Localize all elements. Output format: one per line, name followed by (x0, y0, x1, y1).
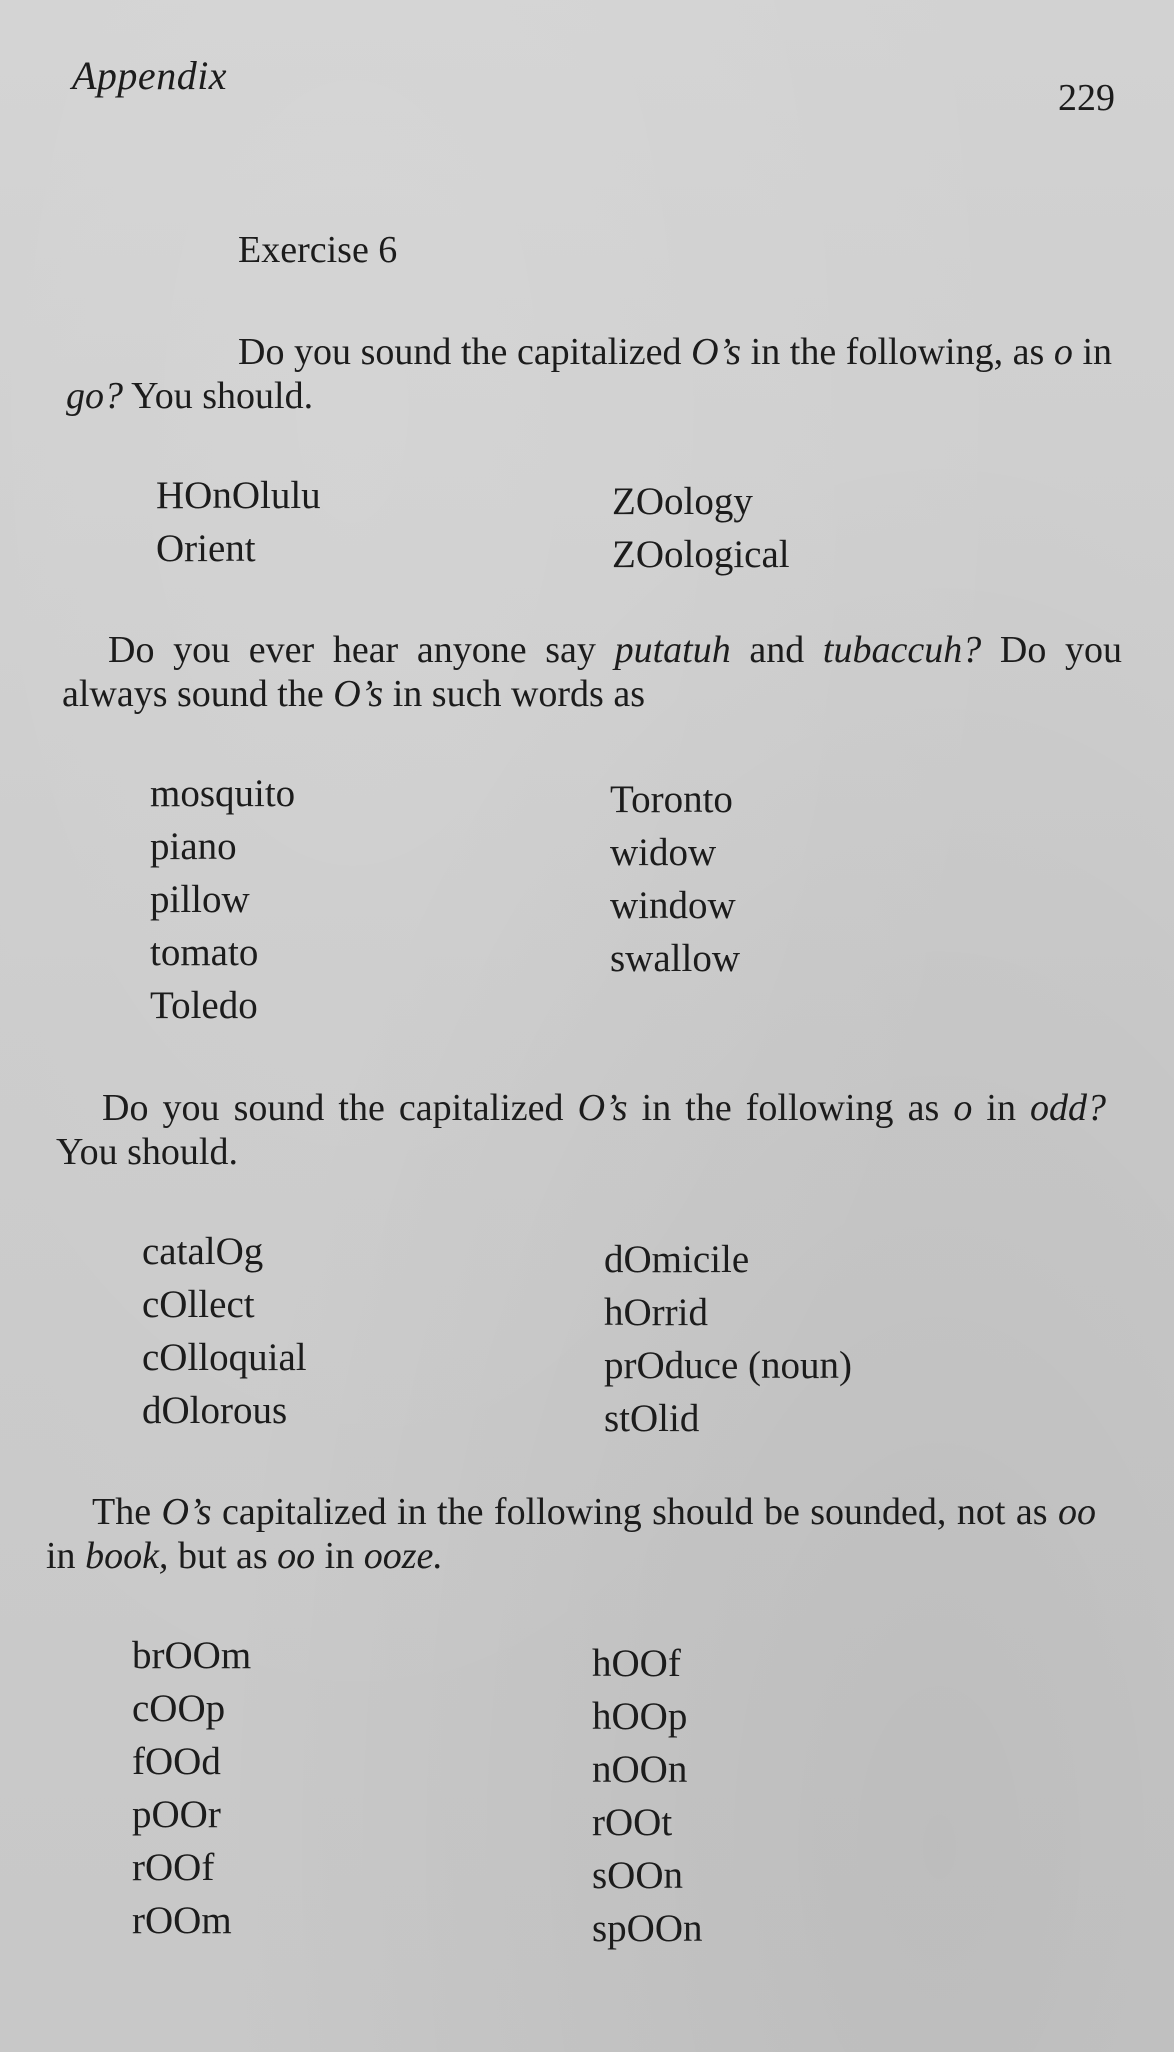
word-list-item: dOmicile (604, 1238, 750, 1281)
page-number: 229 (1058, 77, 1115, 119)
word-list-item: hOrrid (604, 1291, 708, 1334)
word-list-item: prOduce (noun) (604, 1344, 852, 1387)
word-list-item: pillow (150, 878, 250, 921)
word-list-item: stOlid (604, 1397, 700, 1440)
word-list-item: ZOology (612, 480, 753, 523)
word-list-item: piano (150, 825, 237, 868)
word-list-item: nOOn (592, 1748, 688, 1791)
word-list-item: Orient (156, 527, 256, 570)
word-list-item: Toronto (610, 778, 733, 821)
running-head: Appendix (72, 53, 228, 98)
word-list-item: cOllect (142, 1283, 255, 1326)
exercise-title: Exercise 6 (238, 229, 398, 271)
section-1-intro: Do you sound the capitalized O’s in the following, as o in go? You should. (66, 331, 1113, 417)
section-4-intro: The O’s capitalized in the following should be sounded, not as oo in book, but as oo in ooze. (46, 1491, 1097, 1577)
word-list-item: hOOf (592, 1642, 681, 1685)
word-list-item: mosquito (150, 772, 296, 815)
word-list-item: rOOf (132, 1846, 215, 1889)
word-list-item: catalOg (142, 1230, 264, 1273)
word-list-item: Toledo (150, 984, 258, 1027)
word-list-item: spOOn (592, 1907, 703, 1950)
section-2-intro: Do you ever hear anyone say putatuh and tubaccuh? Do you always sound the O’s in such words as (62, 629, 1122, 715)
word-list-item: window (610, 884, 736, 927)
word-list-item: widow (610, 831, 717, 874)
word-list-item: hOOp (592, 1695, 688, 1738)
word-list-item: pOOr (132, 1793, 221, 1836)
word-list-item: fOOd (132, 1740, 221, 1783)
word-list-item: HOnOlulu (156, 474, 321, 517)
word-list-item: cOOp (132, 1687, 226, 1730)
section-3-intro: Do you sound the capitalized O’s in the following as o in odd? You should. (56, 1087, 1107, 1173)
word-list-item: brOOm (132, 1634, 252, 1677)
word-list-item: tomato (150, 931, 259, 974)
word-list-item: cOlloquial (142, 1336, 307, 1379)
word-list-item: rOOt (592, 1801, 673, 1844)
word-list-item: ZOological (612, 533, 790, 576)
word-list-item: swallow (610, 937, 740, 980)
word-list-item: dOlorous (142, 1389, 288, 1432)
word-list-item: rOOm (132, 1899, 232, 1942)
word-list-item: sOOn (592, 1854, 684, 1897)
